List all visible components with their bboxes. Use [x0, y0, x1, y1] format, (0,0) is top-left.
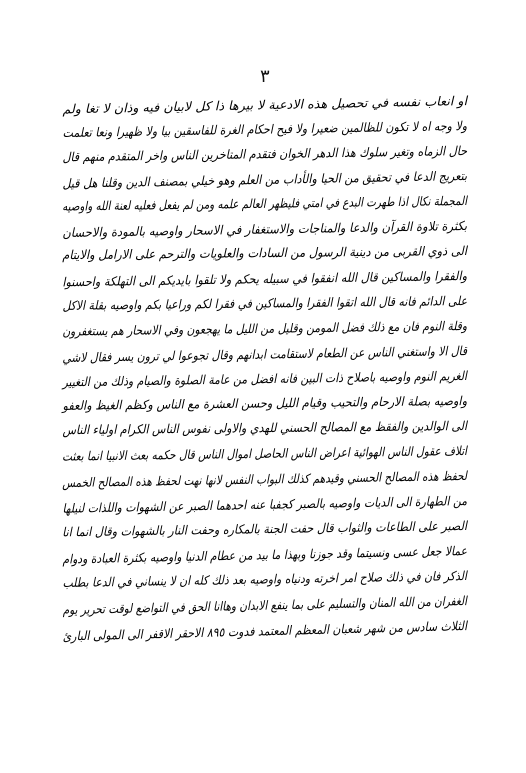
- line-text: او انعاب نفسه في تحصيل هذه الادعية لا بيرها ذا كل لابيان فيه وذان لا تغا ولم: [62, 93, 468, 117]
- line-text: المجملة نكال اذا طهرت البدع في امتي فليظهر العالم علمه ومن لم يفعل فعليه لعنة الله واوصيه: [62, 193, 468, 214]
- page-number: ٣: [260, 66, 270, 87]
- line-text: الثلاث سادس من شهر شعبان المعظم المعتمد فدوت ٨٩٥ الاحقر الاقفر الى المولى البارئ: [62, 618, 468, 644]
- line-text: قال الا واستغني الناس عن الطعام لاستقامت ابدانهم وقال تجوعوا لي ترون يسر فقال لاشي: [62, 343, 468, 366]
- line-text: بكثرة تلاوة القرآن والدعا والمناجات والاستغفار في الاسحار واوصيه بالمودة والاحسان: [62, 218, 468, 241]
- line-text: وقلة النوم فان مع ذلك فضل المومن وقليل من الليل ما يهجعون وفي الاسحار هم يستغفرون: [62, 318, 468, 339]
- line-text: الصبر على الطاعات والثواب قال حفت الجنة بالمكاره وحفت النار بالشهوات وقال انما انا: [62, 518, 468, 540]
- line-text: والفقرا والمساكين قال الله انفقوا في سبيله يحكم ولا تلقوا بايديكم الى التهلكة واحسنوا: [62, 268, 468, 290]
- manuscript-line: [62, 238, 468, 267]
- line-text: على الدائم فانه قال الله اتقوا الفقرا والمساكين في فقرا لكم وراعيا بكم واوصيه بقلة الاكل: [62, 293, 468, 313]
- line-text: من الطهارة الى الديات واوصيه بالصبر كجفبا عنه احدهما الصبر عن الشهوات واللذات لنيلها: [62, 493, 468, 516]
- line-text: الذكر فان في ذلك صلاح امر اخرته ودنياه واوصيه بعد ذلك كله ان لا ينساني في الدعا بطلب: [62, 568, 468, 591]
- line-text: الى ذوي القربى من دينية الرسول من السادات والعلويات والترحم على الارامل والايتام: [62, 243, 468, 263]
- line-text: ولا وجه اه لا تكون للظالمين ضعيرا ولا فيح احكام الغرة للفاسقين بيا ولا ظهيرا ونعا تعلمت: [62, 118, 468, 141]
- line-text: عمالا جعل عسى ونسيتما وقد جوزنا وبهذا ما بيد من عطام الدنيا واوصيه بكثرة العبادة ودوام: [62, 543, 468, 567]
- line-text: حال الزماه وتغير سلوك هذا الدهر الخوان فتقدم المتاخرين الناس واخر المتقدم منهم قال: [62, 143, 468, 165]
- line-text: لحفظ هذه المصالح الحسني وقيدهم كذلك البواب النفس لانها نهت لحفظ هذه المصالح الخمس: [62, 468, 468, 491]
- line-text: الغريم النوم واوصيه باصلاح ذات البين فانه افضل من عامة الصلوة والصيام وذلك من التغيير: [62, 368, 468, 390]
- manuscript-line: [62, 413, 468, 442]
- line-text: بتعريج الدعا في تحقيق من الحيا والأداب من العلم وهو خيلي بمصنف الدين وقلنا هل قيل: [62, 168, 468, 191]
- manuscript-text-block: [62, 88, 467, 728]
- line-text: اتلاف عقول الناس الهوائية اعراض الناس الحاصل اموال الناس قال حكمه بعث الانبيا انما بعثت: [62, 443, 468, 464]
- line-text: الغفران من الله المنان والتسليم على بما ينفع الابدان وهاانا الحق في التواضع لوقت تحرير يوم: [62, 593, 468, 618]
- line-text: الى الوالدين والفقظ مع المصالح الحسني للهدي والاولى نفوس الناس الكرام اولياء الناس: [62, 418, 468, 438]
- line-text: واوصيه بصلة الارحام والتحيب وقيام الليل وحسن العشرة مع الناس وكظم الغيظ والعفو: [62, 393, 468, 413]
